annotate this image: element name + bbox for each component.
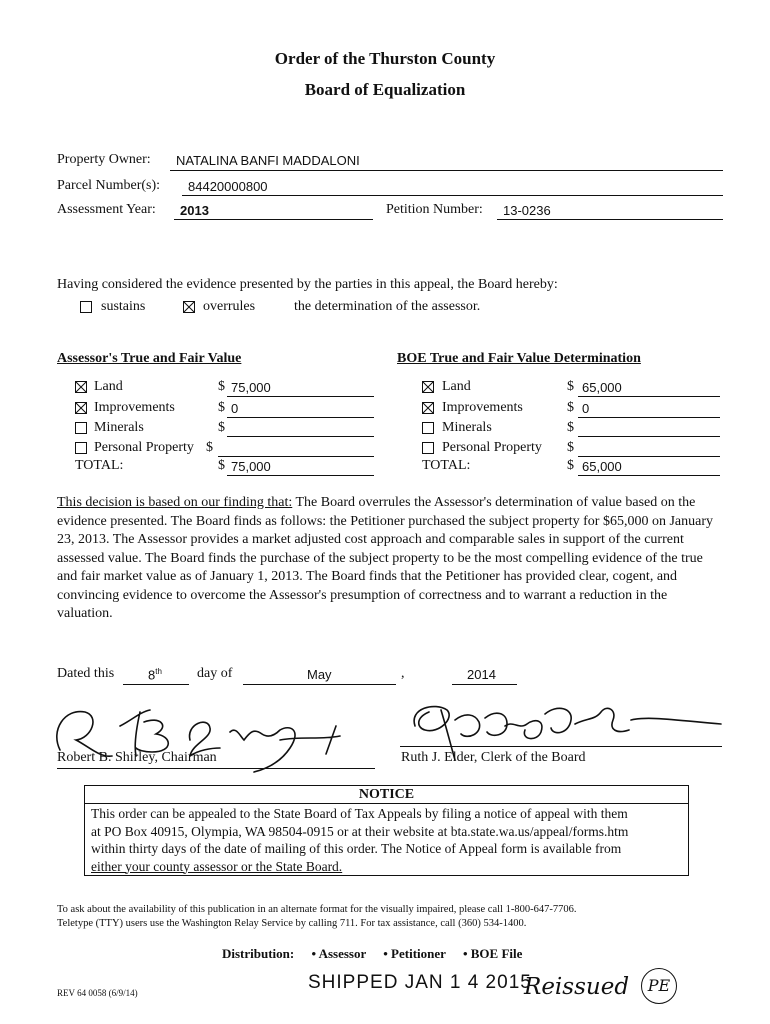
assessor-improvements-currency: $: [218, 400, 225, 415]
boe-land-checkbox: [422, 381, 434, 393]
parcel-underline: [182, 195, 723, 196]
assessor-minerals-checkbox: [75, 422, 87, 434]
owner-value: NATALINA BANFI MADDALONI: [176, 153, 360, 168]
assessor-minerals-label: Minerals: [94, 420, 144, 435]
notice-line: within thirty days of the date of mailing of this order. The Notice of Appeal form is available from: [91, 841, 622, 856]
assessor-heading: Assessor's True and Fair Value: [57, 351, 242, 366]
boe-land-label: Land: [442, 379, 471, 394]
notice-line: This order can be appealed to the State Board of Tax Appeals by filing a notice of appeal with them: [91, 806, 628, 821]
assessor-land-checkbox: [75, 381, 87, 393]
boe-land-value: 65,000: [582, 380, 622, 395]
petition-underline: [497, 219, 723, 220]
assessor-land-label: Land: [94, 379, 123, 394]
petition-label: Petition Number:: [386, 202, 483, 217]
boe-land-currency: $: [567, 379, 574, 394]
assessor-minerals-underline: [227, 436, 374, 437]
assessor-personal-currency: $: [206, 440, 213, 455]
overrules-label: overrules: [203, 299, 256, 314]
assessor-personal-underline: [218, 456, 374, 457]
finding-lead: This decision is based on our finding that:: [57, 495, 293, 510]
boe-minerals-underline: [578, 436, 720, 437]
assessor-improvements-value: 0: [231, 401, 239, 416]
assessor-total-currency: $: [218, 458, 225, 473]
assessor-land-underline: [227, 396, 374, 397]
assessor-total-label: TOTAL:: [75, 458, 124, 473]
boe-personal-checkbox: [422, 442, 434, 454]
boe-total-value: 65,000: [582, 459, 622, 474]
boe-minerals-checkbox: [422, 422, 434, 434]
boe-improvements-value: 0: [582, 401, 590, 416]
parcel-value: 84420000800: [188, 179, 268, 194]
year-label: Assessment Year:: [57, 202, 156, 217]
distribution-label: Distribution:: [222, 946, 295, 961]
dated-prefix: Dated this: [57, 666, 115, 681]
boe-total-currency: $: [567, 458, 574, 473]
accessibility-line-1: To ask about the availability of this publication in an alternate format for the visually impaired, please call 1-800-647-7706.: [57, 904, 577, 915]
dated-year: 2014: [467, 667, 496, 682]
boe-land-underline: [578, 396, 720, 397]
year-line-underline: [452, 684, 517, 685]
dated-day: [148, 667, 162, 682]
year-underline: [174, 219, 373, 220]
assessor-land-value: 75,000: [231, 380, 271, 395]
petition-value: 13-0236: [503, 203, 551, 218]
distribution-petitioner: • Petitioner: [383, 946, 446, 961]
decision-tail: the determination of the assessor.: [294, 299, 481, 314]
chairman-name: Robert B. Shirley, Chairman: [57, 750, 217, 765]
notice-heading: NOTICE: [85, 786, 688, 804]
title-line-1: Order of the Thurston County: [274, 49, 496, 68]
boe-improvements-currency: $: [567, 400, 574, 415]
overrules-checkbox[interactable]: [183, 301, 195, 313]
finding-body: The Board overrules the Assessor's determination of value based on the evidence presented. The Board finds as follows: the Petitioner purchased the subject property for $65,000 on January 23, 2013. The Assessor provides a market adjusted cost approach and comparable sales in support of the current assessed value. The Board finds the purchase of the subject property to be the most compelling evidence of the true and fair market value as of January 1, 2013. The Board finds that the Petitioner has provided clear, cogent, and convincing evidence to overcome the Assessor's presumption of correctness and to warrant a reduction in the valuation.: [57, 495, 714, 621]
assessor-personal-label: Personal Property: [94, 440, 194, 455]
notice-text: [91, 805, 628, 875]
notice-box: [84, 785, 689, 876]
boe-total-underline: [578, 475, 720, 476]
month-underline: [243, 684, 396, 685]
boe-personal-underline: [578, 456, 720, 457]
distribution-boe-file: • BOE File: [462, 946, 523, 961]
dated-mid: day of: [197, 666, 233, 681]
dated-day-number: 8: [148, 667, 156, 683]
sustains-label: sustains: [101, 299, 146, 314]
assessor-total-underline: [227, 475, 374, 476]
distribution: [222, 946, 522, 962]
assessor-personal-checkbox: [75, 442, 87, 454]
assessor-improvements-checkbox: [75, 402, 87, 414]
assessor-improvements-underline: [227, 417, 374, 418]
sustains-checkbox[interactable]: [80, 301, 92, 313]
boe-personal-currency: $: [567, 440, 574, 455]
boe-total-label: TOTAL:: [422, 458, 471, 473]
assessor-improvements-label: Improvements: [94, 400, 175, 415]
boe-personal-label: Personal Property: [442, 440, 542, 455]
parcel-label: Parcel Number(s):: [57, 178, 161, 193]
rev-code: REV 64 0058 (6/9/14): [57, 988, 138, 998]
boe-minerals-currency: $: [567, 420, 574, 435]
reissued-handwritten: Reissued: [524, 974, 630, 1000]
boe-minerals-label: Minerals: [442, 420, 492, 435]
owner-label: Property Owner:: [57, 152, 151, 167]
boe-heading: BOE True and Fair Value Determination: [397, 351, 641, 366]
distribution-assessor: • Assessor: [311, 946, 366, 961]
accessibility-line-2: Teletype (TTY) users use the Washington Relay Service by calling 711. For tax assistance, call (360) 534-1400.: [57, 918, 527, 929]
boe-improvements-checkbox: [422, 402, 434, 414]
assessor-total-value: 75,000: [231, 459, 271, 474]
clerk-name: Ruth J. Elder, Clerk of the Board: [401, 750, 586, 765]
finding-paragraph: [57, 494, 717, 624]
assessor-land-currency: $: [218, 379, 225, 394]
boe-improvements-label: Improvements: [442, 400, 523, 415]
chairman-signature-line: [57, 768, 375, 769]
title-line-2: Board of Equalization: [304, 80, 466, 99]
owner-underline: [170, 170, 723, 171]
boe-improvements-underline: [578, 417, 720, 418]
day-underline: [123, 684, 189, 685]
dated-month: May: [307, 667, 332, 682]
decision-intro: Having considered the evidence presented by the parties in this appeal, the Board hereby:: [57, 277, 558, 292]
dated-day-suffix: th: [155, 667, 162, 676]
shipped-stamp: SHIPPED JAN 1 4 2015: [308, 972, 532, 993]
clerk-signature-line: [400, 746, 722, 747]
year-value: 2013: [180, 203, 209, 218]
dated-comma: ,: [401, 666, 405, 681]
notice-line: either your county assessor or the State Board.: [91, 858, 343, 874]
assessor-minerals-currency: $: [218, 420, 225, 435]
notice-line: at PO Box 40915, Olympia, WA 98504-0915 or at their website at bta.state.wa.us/appeal/forms.htm: [91, 823, 629, 839]
initials-circle: PE: [641, 968, 677, 1004]
